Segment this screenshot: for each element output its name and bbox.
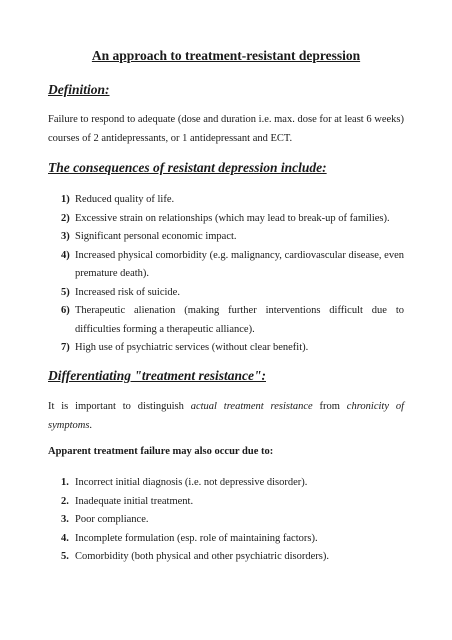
list-item-number: 1. bbox=[61, 477, 69, 488]
intro-text: It is important to distinguish bbox=[48, 401, 191, 412]
list-item-text: Comorbidity (both physical and other psychiatric disorders). bbox=[75, 551, 329, 562]
list-item-number: 1) bbox=[61, 194, 70, 205]
list-item-text: Incomplete formulation (esp. role of maintaining factors). bbox=[75, 532, 318, 544]
differentiating-heading: Differentiating "treatment resistance": bbox=[48, 368, 266, 383]
list-item bbox=[48, 511, 404, 530]
definition-text: Failure to respond to adequate (dose and duration i.e. max. dose for at least 6 weeks) courses of 2 antidepressants, or 1 antidepressant and ECT. bbox=[48, 114, 404, 144]
list-item bbox=[48, 228, 404, 247]
apparent-failure-list bbox=[48, 474, 404, 567]
list-item bbox=[48, 548, 404, 567]
intro-emphasis: chronicity of symptoms bbox=[48, 401, 404, 431]
list-item-number: 7) bbox=[61, 342, 70, 353]
list-item-number: 4) bbox=[61, 249, 70, 261]
list-item-text: Reduced quality of life. bbox=[75, 194, 175, 205]
list-item bbox=[48, 474, 404, 493]
list-item bbox=[48, 530, 404, 549]
list-item bbox=[48, 210, 404, 229]
list-item-text: Increased risk of suicide. bbox=[75, 286, 180, 298]
intro-text: . bbox=[89, 420, 93, 431]
intro-emphasis: actual treatment resistance bbox=[190, 401, 313, 412]
list-item-number: 3) bbox=[61, 231, 70, 242]
list-item-text: Therapeutic alienation (making further interventions difficult due to difficulties forming a therapeutic alliance). bbox=[75, 305, 404, 335]
definition-heading: Definition: bbox=[48, 82, 110, 97]
document-title: An approach to treatment-resistant depression bbox=[91, 48, 361, 63]
apparent-failure-subheading: Apparent treatment failure may also occur due to: bbox=[48, 446, 274, 457]
list-item-number: 3. bbox=[61, 514, 69, 525]
list-item-text: Inadequate initial treatment. bbox=[75, 495, 194, 507]
list-item bbox=[48, 284, 404, 303]
list-item-text: Incorrect initial diagnosis (i.e. not depressive disorder). bbox=[75, 477, 308, 488]
intro-text: from bbox=[312, 401, 347, 412]
list-item-number: 4. bbox=[61, 532, 69, 544]
list-item-number: 2) bbox=[61, 212, 70, 224]
list-item-text: Excessive strain on relationships (which may lead to break-up of families). bbox=[75, 212, 390, 224]
list-item bbox=[48, 339, 404, 358]
list-item bbox=[48, 302, 404, 339]
list-item-number: 5) bbox=[61, 286, 70, 298]
list-item bbox=[48, 493, 404, 512]
list-item-text: Poor compliance. bbox=[75, 514, 149, 525]
list-item-number: 6) bbox=[61, 305, 70, 316]
list-item-number: 2. bbox=[61, 495, 69, 507]
list-item bbox=[48, 191, 404, 210]
consequences-heading: The consequences of resistant depression include: bbox=[48, 160, 327, 175]
consequences-list bbox=[48, 191, 404, 358]
list-item-text: Increased physical comorbidity (e.g. malignancy, cardiovascular disease, even premature death). bbox=[75, 249, 404, 279]
list-item-text: High use of psychiatric services (without clear benefit). bbox=[75, 342, 309, 353]
differentiating-intro bbox=[48, 397, 404, 435]
list-item-number: 5. bbox=[61, 551, 69, 562]
list-item-text: Significant personal economic impact. bbox=[75, 231, 237, 242]
list-item bbox=[48, 247, 404, 284]
